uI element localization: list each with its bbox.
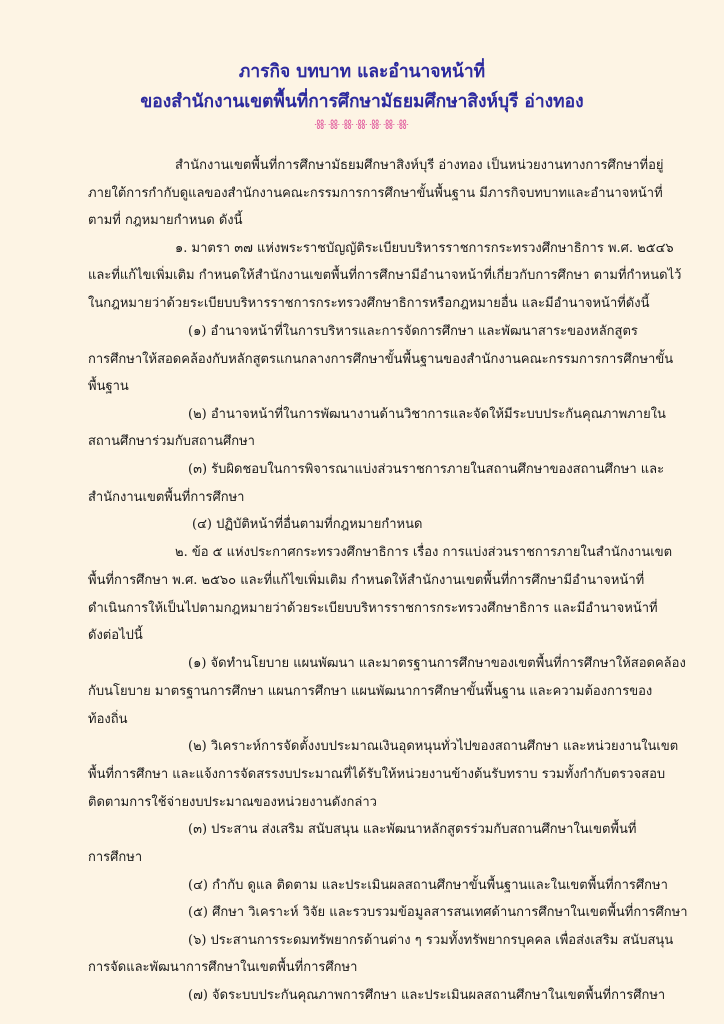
body-line: ดังต่อไปนี้ (88, 628, 143, 643)
body-line: และที่แก้ไขเพิ่มเติม กำหนดให้สำนักงานเขตพื้นที่การศึกษามีอำนาจหน้าที่เกี่ยวกับการศึกษา ตามที่กำหนดไว้ (88, 268, 682, 283)
body-line: การศึกษา (88, 850, 143, 865)
body-line: (๑) จัดทำนโยบาย แผนพัฒนา และมาตรฐานการศึกษาของเขตพื้นที่การศึกษาให้สอดคล้อง (188, 656, 686, 671)
body-line: (๒) อำนาจหน้าที่ในการพัฒนางานด้านวิชาการและจัดให้มีระบบประกันคุณภาพภายใน (188, 407, 666, 422)
body-line: สำนักงานเขตพื้นที่การศึกษา (88, 490, 245, 505)
body-line: พื้นที่การศึกษา และแจ้งการจัดสรรงบประมาณที่ได้รับให้หน่วยงานข้างต้นรับทราบ รวมทั้งกำกับตรวจสอบ (88, 767, 666, 782)
body-line: (๓) ประสาน ส่งเสริม สนับสนุน และพัฒนาหลักสูตรร่วมกับสถานศึกษาในเขตพื้นที่ (188, 822, 637, 837)
body-line: (๔) กำกับ ดูแล ติดตาม และประเมินผลสถานศึกษาขั้นพื้นฐานและในเขตพื้นที่การศึกษา (188, 878, 668, 893)
body-line: (๖) ประสานการระดมทรัพยากรด้านต่าง ๆ รวมทั้งทรัพยากรบุคคล เพื่อส่งเสริม สนับสนุน (188, 933, 674, 948)
body-line: (๓) รับผิดชอบในการพิจารณาแบ่งส่วนราชการภายในสถานศึกษาของสถานศึกษา และ (188, 462, 665, 477)
body-line: ภายใต้การกำกับดูแลของสำนักงานคณะกรรมการการศึกษาขั้นพื้นฐาน มีภารกิจบทบาทและอำนาจหน้าที่ (88, 186, 663, 201)
body-line: ติดตามการใช้จ่ายงบประมาณของหน่วยงานดังกล่าว (88, 795, 377, 810)
body-line: สถานศึกษาร่วมกับสถานศึกษา (88, 434, 255, 449)
body-line: กับนโยบาย มาตรฐานการศึกษา แผนการศึกษา แผนพัฒนาการศึกษาขั้นพื้นฐาน และความต้องการของ (88, 684, 653, 699)
decorative-ornament: ꗥꗥꗥꗥꗥꗥꗥ (313, 118, 411, 133)
body-line: (๒) วิเคราะห์การจัดตั้งงบประมาณเงินอุดหนุนทั่วไปของสถานศึกษา และหน่วยงานในเขต (188, 739, 679, 754)
body-line: การจัดและพัฒนาการศึกษาในเขตพื้นที่การศึกษา (88, 960, 358, 975)
body-line: ตามที่ กฎหมายกำหนด ดังนี้ (88, 213, 243, 228)
body-line: ๑. มาตรา ๓๗ แห่งพระราชบัญญัติระเบียบบริหารราชการกระทรวงศึกษาธิการ พ.ศ. ๒๕๔๖ (175, 241, 674, 256)
body-line: สำนักงานเขตพื้นที่การศึกษามัธยมศึกษาสิงห์บุรี อ่างทอง เป็นหน่วยงานทางการศึกษาที่อยู่ (175, 158, 664, 173)
body-line: พื้นฐาน (88, 379, 129, 394)
body-line: ในกฎหมายว่าด้วยระเบียบบริหารราชการกระทรวงศึกษาธิการหรือกฎหมายอื่น และมีอำนาจหน้าที่ดังนี้ (88, 296, 650, 311)
body-line: ๒. ข้อ ๕ แห่งประกาศกระทรวงศึกษาธิการ เรื่อง การแบ่งส่วนราชการภายในสำนักงานเขต (175, 545, 673, 560)
body-line: การศึกษาให้สอดคล้องกับหลักสูตรแกนกลางการศึกษาขั้นพื้นฐานของสำนักงานคณะกรรมการการศึกษาขั้น (88, 352, 674, 367)
body-line: ดำเนินการให้เป็นไปตามกฎหมายว่าด้วยระเบียบบริหารราชการกระทรวงศึกษาธิการ และมีอำนาจหน้าที่ (88, 601, 658, 616)
body-line: ท้องถิ่น (88, 712, 128, 727)
body-line: (๕) ศึกษา วิเคราะห์ วิจัย และรวบรวมข้อมูลสารสนเทศด้านการศึกษาในเขตพื้นที่การศึกษา (188, 905, 688, 920)
body-line: (๔) ปฏิบัติหน้าที่อื่นตามที่กฎหมายกำหนด (192, 517, 423, 532)
body-line: พื้นที่การศึกษา พ.ศ. ๒๕๖๐ และที่แก้ไขเพิ่มเติม กำหนดให้สำนักงานเขตพื้นที่การศึกษามีอำนาจหน้าที่ (88, 573, 645, 588)
body-line: (๗) จัดระบบประกันคุณภาพการศึกษา และประเมินผลสถานศึกษาในเขตพื้นที่การศึกษา (188, 988, 666, 1003)
title-line-2: ของสำนักงานเขตพื้นที่การศึกษามัธยมศึกษาสิงห์บุรี อ่างทอง (140, 91, 584, 112)
title-line-1: ภารกิจ บทบาท และอำนาจหน้าที่ (238, 61, 486, 82)
body-line: (๑) อำนาจหน้าที่ในการบริหารและการจัดการศึกษา และพัฒนาสาระของหลักสูตร (188, 324, 638, 339)
